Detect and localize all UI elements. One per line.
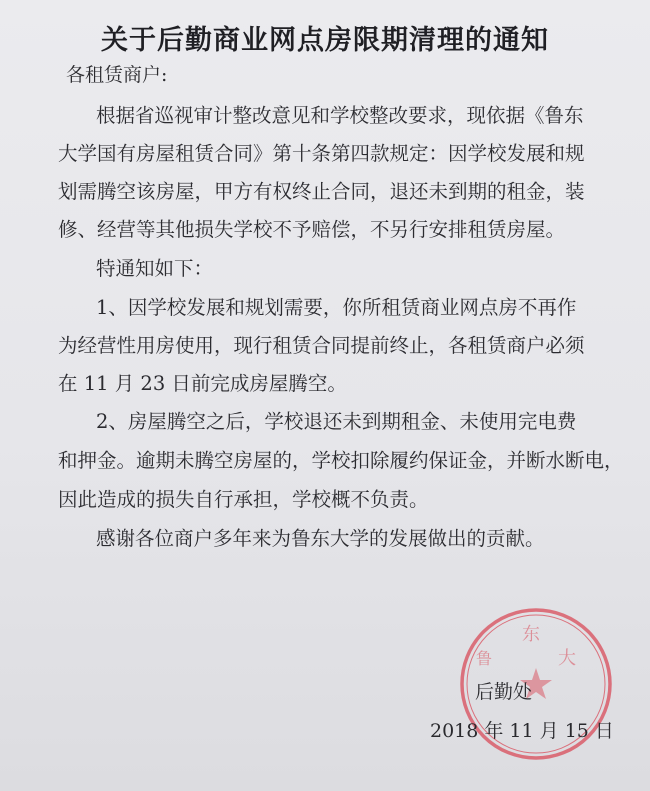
issue-date: 2018 年 11 月 15 日 [430, 720, 614, 742]
body-line: 大学国有房屋租赁合同》第十条第四款规定：因学校发展和规 [58, 142, 585, 165]
body-line: 修、经营等其他损失学校不予赔偿，不另行安排租赁房屋。 [58, 218, 566, 241]
svg-text:东: 东 [522, 624, 540, 645]
greeting: 各租赁商户: [66, 64, 168, 86]
body-line: 和押金。逾期未腾空房屋的，学校扣除履约保证金，并断水断电， [58, 449, 624, 472]
body-line: 根据省巡视审计整改意见和学校整改要求，现依据《鲁东 [96, 104, 584, 127]
body-line: 划需腾空该房屋，甲方有权终止合同，退还未到期的租金，装 [58, 180, 585, 203]
body-line: 因此造成的损失自行承担，学校概不负责。 [58, 488, 429, 511]
body-line: 1、因学校发展和规划需要，你所租赁商业网点房不再作 [96, 296, 577, 319]
body-line: 2、房屋腾空之后，学校退还未到期租金、未使用完电费 [96, 410, 577, 433]
body-line: 感谢各位商户多年来为鲁东大学的发展做出的贡献。 [96, 527, 545, 550]
body-line: 在 11 月 23 日前完成房屋腾空。 [58, 372, 347, 395]
signature-department: 后勤处 [475, 681, 533, 703]
body-line: 特通知如下： [96, 257, 214, 280]
svg-text:大: 大 [558, 648, 576, 669]
body-line: 为经营性用房使用，现行租赁合同提前终止，各租赁商户必须 [58, 334, 585, 357]
svg-text:鲁: 鲁 [476, 649, 493, 668]
notice-title: 关于后勤商业网点房限期清理的通知 [101, 25, 549, 56]
